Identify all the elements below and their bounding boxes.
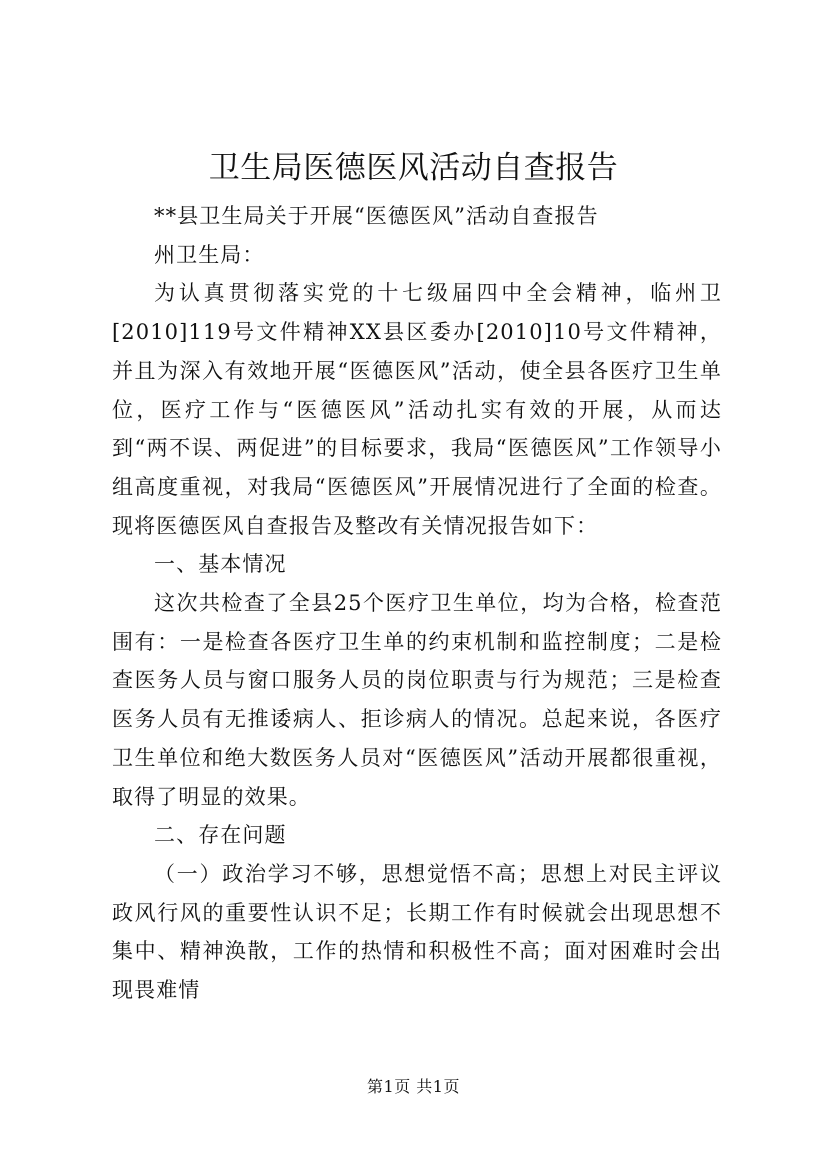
page-number-label: 第1页 共1页 <box>367 1077 460 1096</box>
document-body <box>112 197 722 1010</box>
section-heading-basic-situation: 一、基本情况 <box>154 552 287 577</box>
document-title: 卫生局医德医风活动自查报告 <box>208 150 619 186</box>
paragraph-problems: （一）政治学习不够，思想觉悟不高；思想上对民主评议政风行风的重要性认识不足；长期工作有时候就会出现思想不集中、精神涣散，工作的热情和积极性不高；面对困难时会出现畏难情 <box>112 861 722 1003</box>
addressee-line: 州卫生局： <box>154 242 265 267</box>
page-footer <box>0 1076 827 1098</box>
document-subtitle: **县卫生局关于开展“医德医风”活动自查报告 <box>154 204 599 228</box>
paragraph-intro: 为认真贯彻落实党的十七级届四中全会精神，临州卫[2010]119号文件精神XX县区委办[2010]10号文件精神，并且为深入有效地开展“医德医风”活动，使全县各医疗卫生单位，医疗工作与“医德医风”活动扎实有效的开展，从而达到“两不误、两促进”的目标要求，我局“医德医风”工作领导小组高度重视，对我局“医德医风”开展情况进行了全面的检查。现将医德医风自查报告及整改有关情况报告如下： <box>112 281 722 538</box>
section-heading-problems: 二、存在问题 <box>154 823 287 848</box>
paragraph-basic-situation: 这次共检查了全县25个医疗卫生单位，均为合格，检查范围有：一是检查各医疗卫生单的约束机制和监控制度；二是检查医务人员与窗口服务人员的岗位职责与行为规范；三是检查医务人员有无推诿病人、拒诊病人的情况。总起来说，各医疗卫生单位和绝大数医务人员对“医德医风”活动开展都很重视，取得了明显的效果。 <box>112 591 722 809</box>
